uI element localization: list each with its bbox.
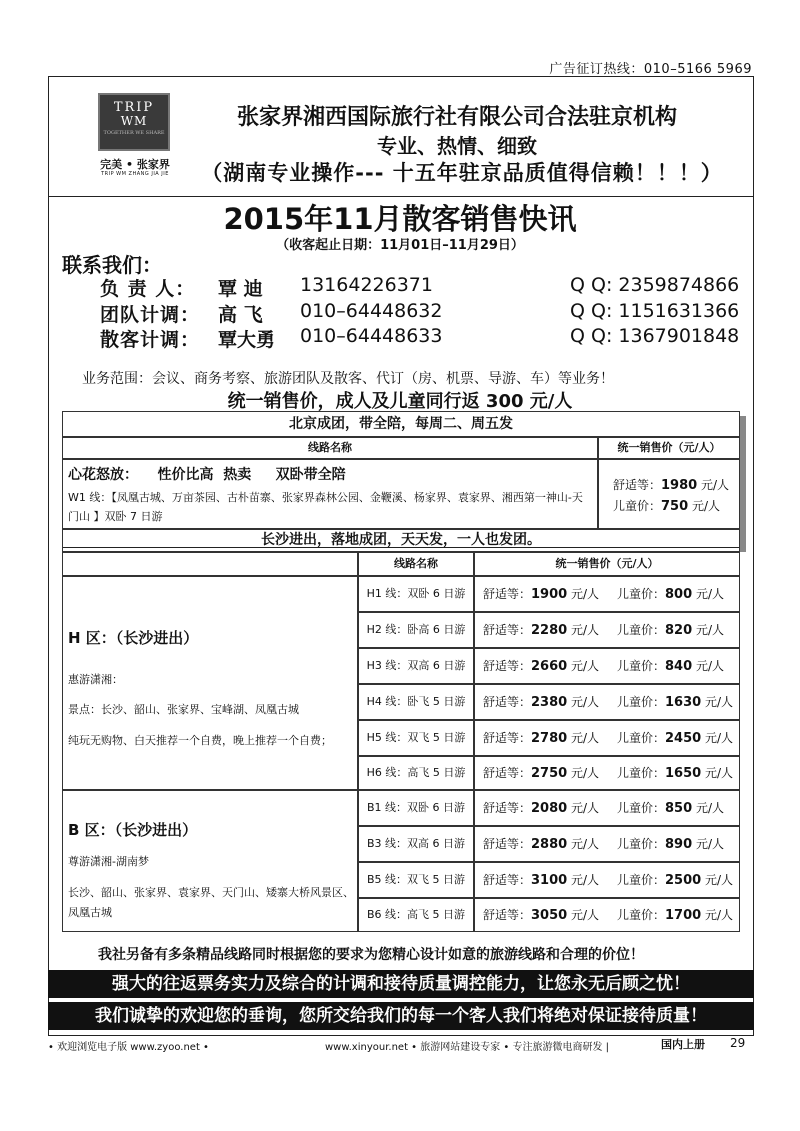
table-shadow bbox=[740, 416, 746, 552]
price-unit: 元/人 bbox=[697, 478, 730, 492]
ad-hotline: 广告征订热线：010–5166 5969 bbox=[549, 62, 752, 77]
price-unit: 元/人 bbox=[567, 695, 600, 709]
child-label: 儿童价： bbox=[617, 587, 666, 601]
beijing-route-desc: W1 线：【凤凰古城、万亩茶园、古朴苗寨、张家界森林公园、金鞭溪、杨家界、袁家界、湘西第一神山-天门山 】双卧 7 日游 bbox=[68, 491, 583, 523]
logo-line1: TRIP bbox=[113, 100, 155, 115]
beijing-route-cell bbox=[62, 459, 598, 529]
beijing-title: 北京成团，带全陪，每周二、周五发 bbox=[62, 411, 740, 437]
business-scope: 业务范围：会议、商务考察、旅游团队及散客、代订（房、机票、导游、车）等业务！ bbox=[82, 371, 614, 387]
bottom-note: 我社另备有多条精品线路同时根据您的要求为您精心设计如意的旅游线路和合理的价位！ bbox=[98, 947, 644, 963]
adult-price: 2880 bbox=[531, 837, 568, 852]
contact-phone: 13164226371 bbox=[300, 274, 433, 296]
flash-subtitle: （收客起止日期：11月01日–11月29日） bbox=[276, 238, 524, 253]
adult-label: 舒适等： bbox=[483, 623, 532, 637]
price-unit: 元/人 bbox=[692, 801, 725, 815]
adult-price-group bbox=[483, 685, 599, 720]
footer-section: 国内上册 bbox=[661, 1038, 705, 1051]
adult-label: 舒适等： bbox=[483, 766, 532, 780]
route-price bbox=[474, 756, 740, 790]
adult-price: 1900 bbox=[531, 587, 568, 602]
adult-price-group bbox=[483, 863, 599, 898]
changsha-col-route: 线路名称 bbox=[358, 552, 474, 576]
child-price: 2450 bbox=[665, 731, 702, 746]
price-unit: 元/人 bbox=[567, 873, 600, 887]
child-price-group bbox=[617, 791, 724, 826]
adult-price-group bbox=[483, 577, 599, 612]
adult-price: 2080 bbox=[531, 801, 568, 816]
child-price: 890 bbox=[665, 837, 693, 852]
price-unit: 元/人 bbox=[688, 499, 721, 513]
child-label: 儿童价： bbox=[617, 801, 666, 815]
adult-price-group bbox=[483, 827, 599, 862]
contact-qq: Q Q: 1151631366 bbox=[570, 300, 740, 322]
price-unit: 元/人 bbox=[567, 623, 600, 637]
contact-role: 负 责 人： bbox=[100, 278, 196, 300]
adult-price: 1980 bbox=[661, 478, 698, 493]
adult-label: 舒适等： bbox=[483, 659, 532, 673]
adult-price: 3100 bbox=[531, 873, 568, 888]
zone-b-cell bbox=[62, 790, 358, 932]
adult-label: 舒适等： bbox=[613, 478, 662, 492]
slogan-quality: （湖南专业操作--- 十五年驻京品质值得信赖！！！） bbox=[201, 161, 723, 185]
unified-price-headline: 统一销售价，成人及儿童同行返 300 元/人 bbox=[227, 391, 573, 412]
price-unit: 元/人 bbox=[701, 908, 734, 922]
logo-line2: WM bbox=[120, 114, 148, 128]
child-label: 儿童价： bbox=[617, 873, 666, 887]
slogan: 专业、热情、细致 bbox=[377, 134, 537, 158]
adult-label: 舒适等： bbox=[483, 908, 532, 922]
contact-phone: 010–64448633 bbox=[300, 325, 443, 347]
child-price: 1650 bbox=[665, 766, 702, 781]
child-label: 儿童价： bbox=[617, 837, 666, 851]
contact-name: 覃 迪 bbox=[218, 278, 263, 300]
child-price: 1700 bbox=[665, 908, 702, 923]
flash-title: 2015年11月散客销售快讯 bbox=[223, 202, 577, 236]
route-price bbox=[474, 826, 740, 862]
route-name: B6 线：高飞 5 日游 bbox=[358, 898, 474, 932]
route-price bbox=[474, 720, 740, 756]
contact-name: 高 飞 bbox=[218, 304, 263, 326]
child-price: 750 bbox=[661, 499, 689, 514]
child-label: 儿童价： bbox=[617, 695, 666, 709]
contact-role: 团队计调： bbox=[100, 304, 201, 326]
route-price bbox=[474, 612, 740, 648]
child-label: 儿童价： bbox=[617, 766, 666, 780]
route-price bbox=[474, 862, 740, 898]
price-unit: 元/人 bbox=[701, 766, 734, 780]
price-unit: 元/人 bbox=[567, 801, 600, 815]
child-label: 儿童价： bbox=[617, 659, 666, 673]
route-name: B5 线：双飞 5 日游 bbox=[358, 862, 474, 898]
adult-label: 舒适等： bbox=[483, 837, 532, 851]
child-price: 1630 bbox=[665, 695, 702, 710]
child-label: 儿童价： bbox=[617, 623, 666, 637]
adult-label: 舒适等： bbox=[483, 731, 532, 745]
price-unit: 元/人 bbox=[567, 587, 600, 601]
beijing-adult-price bbox=[613, 476, 729, 493]
child-price: 2500 bbox=[665, 873, 702, 888]
price-unit: 元/人 bbox=[701, 695, 734, 709]
logo-caption: 完美 • 张家界 bbox=[100, 158, 170, 171]
logo-line3: TOGETHER WE SHARE bbox=[103, 130, 165, 136]
zone-h-cell bbox=[62, 576, 358, 790]
price-unit: 元/人 bbox=[692, 659, 725, 673]
route-price bbox=[474, 790, 740, 826]
child-price-group bbox=[617, 613, 724, 648]
child-price-group bbox=[617, 899, 733, 932]
adult-label: 舒适等： bbox=[483, 801, 532, 815]
contact-qq: Q Q: 2359874866 bbox=[570, 274, 740, 296]
banner-1: 强大的往返票务实力及综合的计调和接待质量调控能力，让您永无后顾之忧！ bbox=[48, 970, 754, 998]
route-price bbox=[474, 898, 740, 932]
route-price bbox=[474, 648, 740, 684]
route-name: B3 线：双高 6 日游 bbox=[358, 826, 474, 862]
page-number: 29 bbox=[730, 1036, 746, 1050]
beijing-col-route: 线路名称 bbox=[62, 437, 598, 459]
child-price: 820 bbox=[665, 623, 693, 638]
zone-b-sub: 尊游潇湘-湖南梦 bbox=[68, 855, 149, 868]
route-name: B1 线：双卧 6 日游 bbox=[358, 790, 474, 826]
adult-price: 3050 bbox=[531, 908, 568, 923]
route-name: H3 线：双高 6 日游 bbox=[358, 648, 474, 684]
adult-price-group bbox=[483, 613, 599, 648]
adult-price-group bbox=[483, 757, 599, 790]
changsha-col-price: 统一销售价（元/人） bbox=[474, 552, 740, 576]
price-unit: 元/人 bbox=[567, 731, 600, 745]
price-unit: 元/人 bbox=[692, 837, 725, 851]
footer-right: www.xinyour.net • 旅游网站建设专家 • 专注旅游微电商研发 | bbox=[325, 1042, 610, 1053]
zone-b-name: B 区：（长沙进出） bbox=[68, 821, 198, 839]
contact-role: 散客计调： bbox=[100, 329, 201, 351]
contact-name: 覃大勇 bbox=[218, 329, 276, 351]
beijing-route-name: 心花怒放： 性价比高 热卖 双卧带全陪 bbox=[68, 467, 346, 483]
adult-label: 舒适等： bbox=[483, 873, 532, 887]
contact-heading: 联系我们： bbox=[62, 253, 162, 277]
price-unit: 元/人 bbox=[692, 587, 725, 601]
price-unit: 元/人 bbox=[567, 908, 600, 922]
adult-price-group bbox=[483, 649, 599, 684]
child-price-group bbox=[617, 577, 724, 612]
adult-price-group bbox=[483, 721, 599, 756]
route-name: H2 线：卧高 6 日游 bbox=[358, 612, 474, 648]
adult-price: 2660 bbox=[531, 659, 568, 674]
contact-qq: Q Q: 1367901848 bbox=[570, 325, 740, 347]
child-price-group bbox=[617, 863, 733, 898]
route-name: H1 线：双卧 6 日游 bbox=[358, 576, 474, 612]
price-unit: 元/人 bbox=[701, 731, 734, 745]
zone-h-spots: 景点：长沙、韶山、张家界、宝峰湖、凤凰古城 bbox=[68, 703, 299, 716]
beijing-col-price: 统一销售价（元/人） bbox=[598, 437, 740, 459]
contact-phone: 010–64448632 bbox=[300, 300, 443, 322]
route-price bbox=[474, 576, 740, 612]
adult-price: 2280 bbox=[531, 623, 568, 638]
price-unit: 元/人 bbox=[692, 623, 725, 637]
child-label: 儿童价： bbox=[613, 499, 662, 513]
beijing-price-cell bbox=[598, 459, 740, 529]
adult-price: 2780 bbox=[531, 731, 568, 746]
route-name: H6 线：高飞 5 日游 bbox=[358, 756, 474, 790]
route-name: H5 线：双飞 5 日游 bbox=[358, 720, 474, 756]
child-price: 850 bbox=[665, 801, 693, 816]
route-name: H4 线：卧飞 5 日游 bbox=[358, 684, 474, 720]
adult-price-group bbox=[483, 791, 599, 826]
banner-2: 我们诚挚的欢迎您的垂询，您所交给我们的每一个客人我们将绝对保证接待质量！ bbox=[48, 1002, 754, 1030]
zone-h-note: 纯玩无购物、白天推荐一个自费，晚上推荐一个自费； bbox=[68, 734, 332, 747]
changsha-title: 长沙进出，落地成团，天天发，一人也发团。 bbox=[62, 529, 740, 552]
child-price-group bbox=[617, 721, 733, 756]
price-unit: 元/人 bbox=[567, 659, 600, 673]
adult-price-group bbox=[483, 899, 599, 932]
company-name: 张家界湘西国际旅行社有限公司合法驻京机构 bbox=[236, 105, 677, 130]
price-unit: 元/人 bbox=[567, 837, 600, 851]
child-price: 800 bbox=[665, 587, 693, 602]
child-price-group bbox=[617, 827, 724, 862]
price-unit: 元/人 bbox=[701, 873, 734, 887]
beijing-child-price bbox=[613, 497, 720, 514]
adult-price: 2380 bbox=[531, 695, 568, 710]
child-price-group bbox=[617, 685, 733, 720]
child-label: 儿童价： bbox=[617, 731, 666, 745]
zone-b-spots: 长沙、韶山、张家界、袁家界、天门山、矮寨大桥风景区、凤凰古城 bbox=[68, 886, 354, 919]
adult-label: 舒适等： bbox=[483, 587, 532, 601]
child-label: 儿童价： bbox=[617, 908, 666, 922]
child-price-group bbox=[617, 757, 733, 790]
child-price-group bbox=[617, 649, 724, 684]
zone-h-name: H 区：（长沙进出） bbox=[68, 629, 199, 647]
footer-left: • 欢迎浏览电子版 www.zyoo.net • bbox=[48, 1042, 209, 1053]
adult-price: 2750 bbox=[531, 766, 568, 781]
zone-h-sub: 惠游潇湘： bbox=[68, 673, 123, 686]
route-price bbox=[474, 684, 740, 720]
changsha-header-blank bbox=[62, 552, 358, 576]
company-logo bbox=[98, 93, 170, 151]
logo-subcaption: TRIP WM ZHANG JIA JIE bbox=[101, 171, 169, 177]
child-price: 840 bbox=[665, 659, 693, 674]
price-unit: 元/人 bbox=[567, 766, 600, 780]
adult-label: 舒适等： bbox=[483, 695, 532, 709]
